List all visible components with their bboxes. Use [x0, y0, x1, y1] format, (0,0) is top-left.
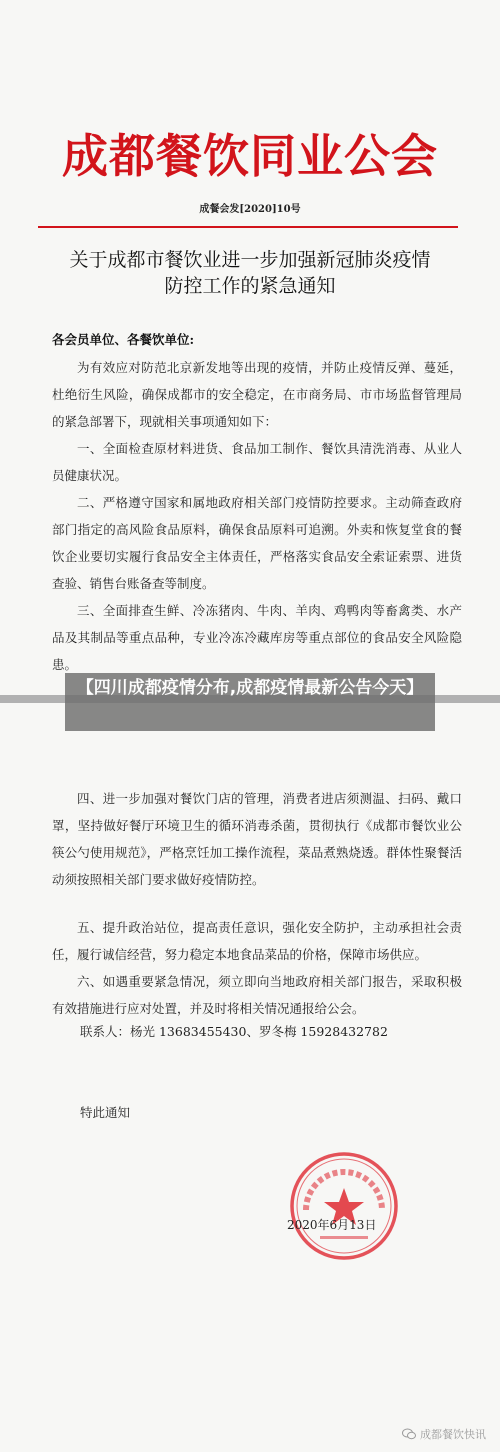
paragraph-item-1: 一、全面检查原材料进货、食品加工制作、餐饮具清洗消毒、从业人员健康状况。 — [52, 441, 462, 483]
wechat-icon — [402, 1428, 416, 1440]
closing-line: 特此通知 — [80, 1105, 131, 1120]
paragraph-item-2: 二、严格遵守国家和属地政府相关部门疫情防控要求。主动筛查政府部门指定的高风险食品原料，确保食品原料可追溯。外卖和恢复堂食的餐饮企业要切实履行食品安全主体责任，严格落实食品安全索证索票、进货查验、销售台账备查等制度。 — [52, 495, 462, 591]
official-seal — [288, 1150, 400, 1262]
paragraph-item-6: 六、如遇重要紧急情况，须立即向当地政府相关部门报告，采取积极有效措施进行应对处置，并及时将相关情况通报给公会。 — [52, 974, 462, 1016]
notice-title-line-2: 防控工作的紧急通知 — [164, 275, 336, 297]
watermark-text: 成都餐饮快讯 — [420, 1428, 486, 1441]
paragraph-item-5: 五、提升政治站位，提高责任意识，强化安全防护，主动承担社会责任，履行诚信经营，努力稳定本地食品菜品的价格，保障市场供应。 — [52, 920, 462, 962]
document-number: 成餐会发[2020]10号 — [199, 204, 301, 215]
issue-date: 2020年6月13日 — [287, 1218, 377, 1232]
headline-overlay-text: 【四川成都疫情分布,成都疫情最新公告今天】 — [76, 678, 424, 698]
paragraph-intro: 为有效应对防范北京新发地等出现的疫情，并防止疫情反弹、蔓延，杜绝衍生风险，确保成都市的安全稳定，在市商务局、市市场监督管理局的紧急部署下，现就相关事项通知如下： — [52, 360, 462, 429]
contact-line: 联系人：杨光 13683455430、罗冬梅 15928432782 — [80, 1024, 388, 1039]
salutation: 各会员单位、各餐饮单位: — [52, 332, 195, 347]
org-letterhead-title: 成都餐饮同业公会 — [62, 129, 438, 183]
paragraph-item-4: 四、进一步加强对餐饮门店的管理，消费者进店须测温、扫码、戴口罩，坚持做好餐厅环境卫生的循环消毒杀菌，贯彻执行《成都市餐饮业公筷公勺使用规范》，严格烹饪加工操作流程，菜品煮熟烧透。群体性聚餐活动须按照相关部门要求做好疫情防控。 — [52, 791, 462, 887]
source-watermark — [402, 1426, 486, 1442]
notice-title-line-1: 关于成都市餐饮业进一步加强新冠肺炎疫情 — [69, 249, 431, 271]
notice-title — [40, 247, 460, 299]
letterhead-divider — [38, 226, 458, 228]
paragraph-item-3: 三、全面排查生鲜、冷冻猪肉、牛肉、羊肉、鸡鸭肉等畜禽类、水产品及其制品等重点品种，专业冷冻冷藏库房等重点部位的食品安全风险隐患。 — [52, 603, 462, 672]
